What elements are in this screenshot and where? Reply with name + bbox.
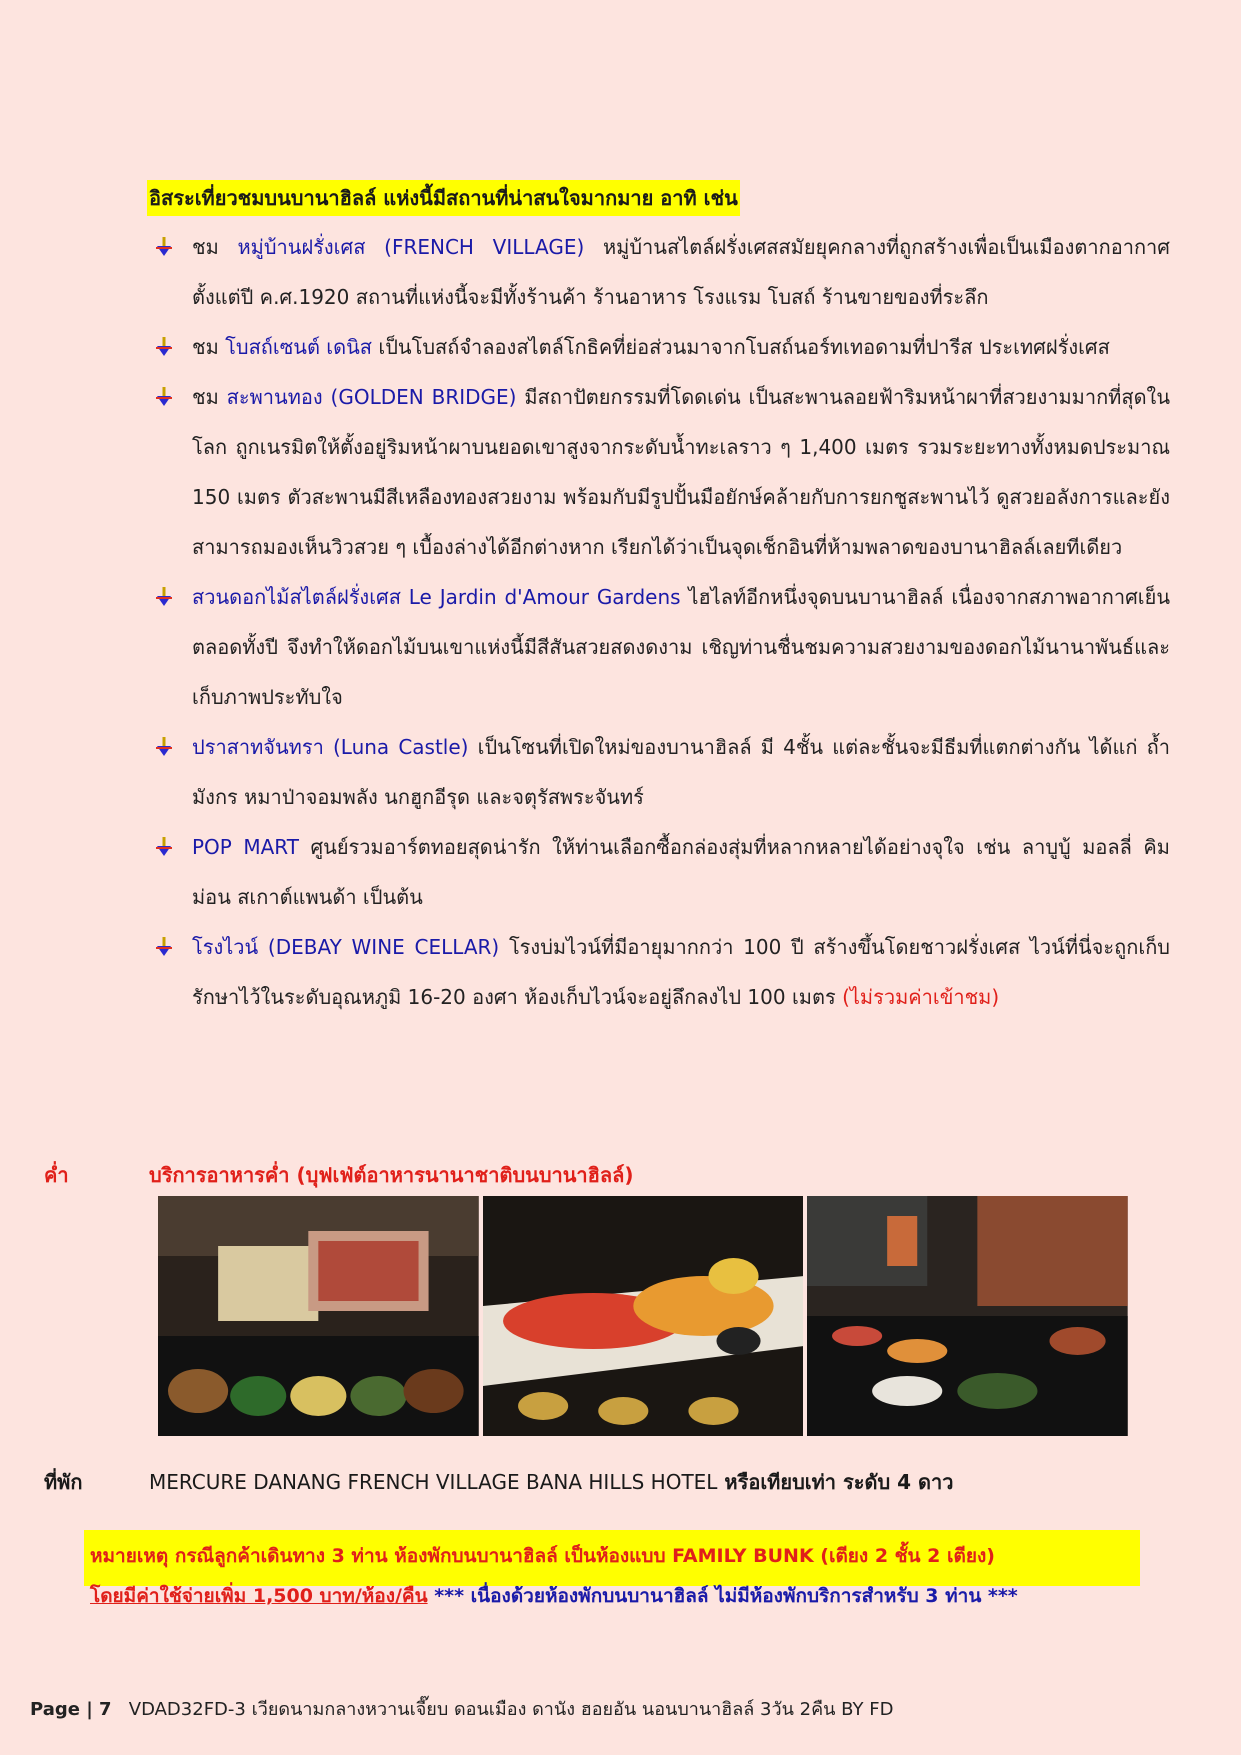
item-text: หมู่บ้านสไตล์ฝรั่งเศสสมัยยุคกลางที่ถูกสร้างเพื่อเป็นเมืองตากอากาศ ตั้งแต่ปี ค.ศ.1920 สถานที่แห่งนี้จะมีทั้งร้านค้า ร้านอาหาร โรงแรม โบสถ์ ร้านขายของที่ระลึก: [192, 235, 1170, 309]
attraction-list: [150, 222, 1170, 1022]
hotel-label: ที่พัก: [44, 1470, 83, 1494]
item-text: ไฮไลท์อีกหนึ่งจุดบนบานาฮิลล์ เนื่องจากสภาพอากาศเย็นตลอดทั้งปี จึงทำให้ดอกไม้บนเขาแห่งนี้มีสีสันสวยสดงดงาม เชิญท่านชื่นชมความสวยงามของดอกไม้นานาพันธ์และเก็บภาพประทับใจ: [192, 585, 1170, 709]
remark-line-2: [90, 1576, 1134, 1616]
list-item: [150, 572, 1170, 722]
arrow-bullet-icon: [154, 836, 174, 858]
arrow-bullet-icon: [154, 936, 174, 958]
intro-heading: อิสระเที่ยวชมบนบานาฮิลล์ แห่งนี้มีสถานที่น่าสนใจมากมาย อาทิ เช่น: [147, 180, 740, 216]
list-item: [150, 922, 1170, 1022]
item-text: โรงบ่มไวน์ที่มีอายุมากกว่า 100 ปี สร้างขึ้นโดยชาวฝรั่งเศส ไวน์ที่นี่จะถูกเก็บรักษาไว้ในระดับอุณหภูมิ 16-20 องศา ห้องเก็บไวน์จะอยู่ลึกลงไป 100 เมตร: [192, 935, 1171, 1009]
remark-line-1: หมายเหตุ กรณีลูกค้าเดินทาง 3 ท่าน ห้องพักบนบานาฮิลล์ เป็นห้องแบบ FAMILY BUNK (เตียง 2 ชั้น 2 เตียง): [90, 1545, 995, 1567]
item-name: สวนดอกไม้สไตล์ฝรั่งเศส Le Jardin d'Amour Gardens: [192, 585, 681, 609]
buffet-photo-cheese-platters: [158, 1196, 479, 1436]
item-text: ศูนย์รวมอาร์ตทอยสุดน่ารัก ให้ท่านเลือกซื้อกล่องสุ่มที่หลากหลายได้อย่างจุใจ เช่น ลาบูบู้ มอลลี่ คิมม่อน สเกาต์แพนด้า เป็นต้น: [192, 835, 1170, 909]
list-item: [150, 222, 1170, 322]
remark-triple-room-note: *** เนื่องด้วยห้องพักบนบานาฮิลล์ ไม่มีห้องพักบริการสำหรับ 3 ท่าน ***: [427, 1585, 1018, 1607]
buffet-photo-grill-station: [807, 1196, 1128, 1436]
item-text: เป็นโซนที่เปิดใหม่ของบานาฮิลล์ มี 4ชั้น แต่ละชั้นจะมีธีมที่แตกต่างกัน ได้แก่ ถ้ำมังกร หมาป่าจอมพลัง นกฮูกอีรุด และจตุรัสพระจันทร์: [192, 735, 1170, 809]
page-number: Page | 7: [30, 1699, 112, 1720]
item-prefix: ชม: [192, 235, 238, 259]
list-item: [150, 372, 1170, 572]
buffet-photo-strip: [158, 1196, 1128, 1436]
page-footer: [30, 1694, 893, 1723]
item-text: เป็นโบสถ์จำลองสไตล์โกธิคที่ย่อส่วนมาจากโบสถ์นอร์ทเทอดามที่ปารีส ประเทศฝรั่งเศส: [372, 335, 1110, 359]
arrow-bullet-icon: [154, 336, 174, 358]
list-item: [150, 722, 1170, 822]
item-name: สะพานทอง (GOLDEN BRIDGE): [226, 385, 517, 409]
item-text: มีสถาปัตยกรรมที่โดดเด่น เป็นสะพานลอยฟ้าริมหน้าผาที่สวยงามมากที่สุดในโลก ถูกเนรมิตให้ตั้งอยู่ริมหน้าผาบนยอดเขาสูงจากระดับน้ำทะเลราว ๆ 1,400 เมตร รวมระยะทางทั้งหมดประมาณ 150 เมตร ตัวสะพานมีสีเหลืองทองสวยงาม พร้อมกับมีรูปปั้นมือยักษ์คล้ายกับการยกชูสะพานไว้ ดูสวยอลังการและยังสามารถมองเห็นวิวสวย ๆ เบื้องล่างได้อีกต่างหาก เรียกได้ว่าเป็นจุดเช็กอินที่ห้ามพลาดของบานาฮิลล์เลยทีเดียว: [192, 385, 1170, 559]
list-item: [150, 822, 1170, 922]
item-extra-note: (ไม่รวมค่าเข้าชม): [842, 985, 1000, 1009]
item-name: หมู่บ้านฝรั่งเศส (FRENCH VILLAGE): [237, 235, 585, 259]
hotel-grade: หรือเทียบเท่า ระดับ 4 ดาว: [717, 1470, 954, 1494]
dinner-text: บริการอาหารค่ำ (บุฟเฟ่ต์อาหารนานาชาติบนบานาฮิลล์): [149, 1163, 634, 1187]
remark-extra-charge: โดยมีค่าใช้จ่ายเพิ่ม 1,500 บาท/ห้อง/คืน: [90, 1585, 428, 1607]
tour-code: VDAD32FD-3 เวียดนามกลางหวานเจี๊ยบ ดอนเมือง ดานัง ฮอยอัน นอนบานาฮิลล์ 3วัน 2คืน BY FD: [128, 1699, 894, 1720]
item-name: โบสถ์เซนต์ เดนิส: [225, 335, 373, 359]
dinner-label: ค่ำ: [44, 1163, 69, 1187]
arrow-bullet-icon: [154, 386, 174, 408]
remark-box: [84, 1530, 1140, 1607]
item-prefix: ชม: [192, 385, 227, 409]
hotel-name: MERCURE DANANG FRENCH VILLAGE BANA HILLS HOTEL: [149, 1470, 718, 1494]
item-prefix: ชม: [192, 335, 226, 359]
arrow-bullet-icon: [154, 586, 174, 608]
list-item: [150, 322, 1170, 372]
arrow-bullet-icon: [154, 736, 174, 758]
buffet-photo-seafood-table: [483, 1196, 804, 1436]
item-name: POP MART: [192, 835, 299, 859]
item-name: ปราสาทจันทรา (Luna Castle): [192, 735, 469, 759]
arrow-bullet-icon: [154, 236, 174, 258]
item-name: โรงไวน์ (DEBAY WINE CELLAR): [192, 935, 500, 959]
hotel-info: [149, 1466, 953, 1498]
